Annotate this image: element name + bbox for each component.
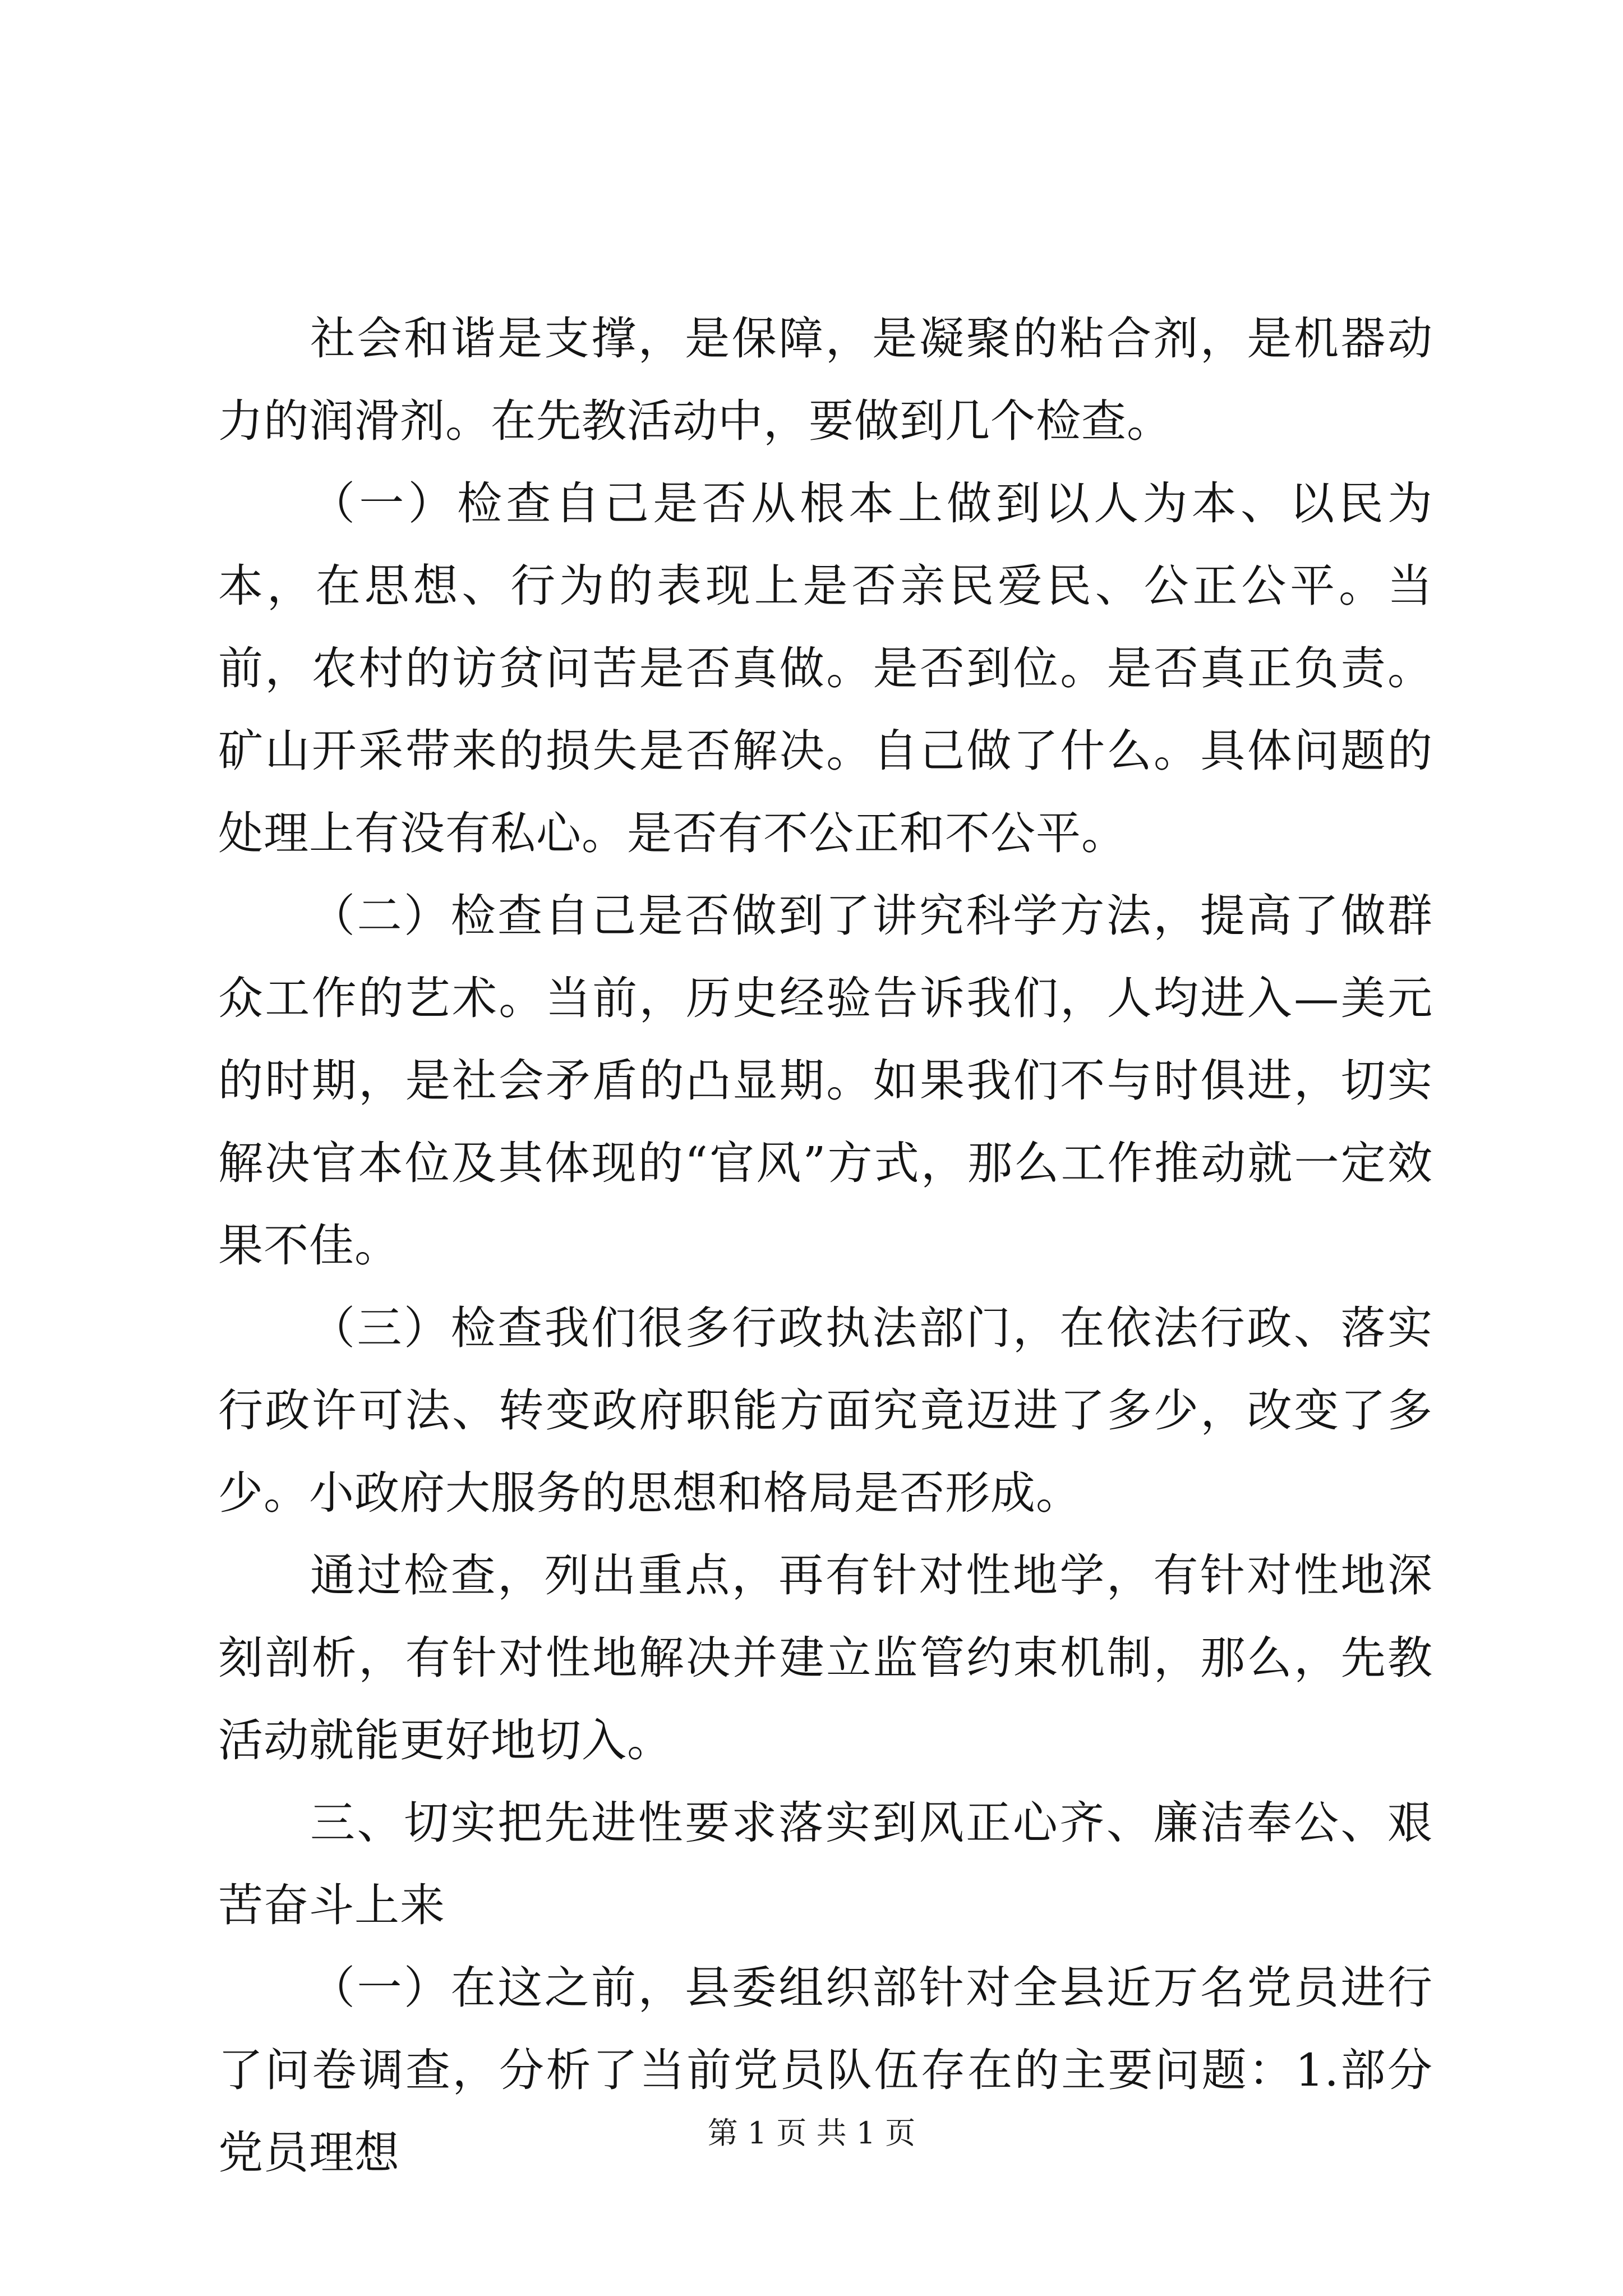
paragraph-check-2: （二）检查自己是否做到了讲究科学方法，提高了做群众工作的艺术。当前，历史经验告诉我们，人均进入—美元的时期，是社会矛盾的凸显期。如果我们不与时俱进，切实解决官本位及其体现的“官风”方式，那么工作推动就一定效果不佳。 (218, 890, 1433, 1272)
paragraph-survey: （一）在这之前，县委组织部针对全县近万名党员进行了问卷调查，分析了当前党员队伍存在的主要问题：1.部分党员理想 (218, 1962, 1433, 2179)
paragraph-intro: 社会和谐是支撑，是保障，是凝聚的粘合剂，是机器动力的润滑剂。在先教活动中，要做到几个检查。 (218, 312, 1433, 447)
paragraph-check-1: （一）检查自己是否从根本上做到以人为本、以民为本，在思想、行为的表现上是否亲民爱民、公正公平。当前，农村的访贫问苦是否真做。是否到位。是否真正负责。矿山开采带来的损失是否解决。自己做了什么。具体问题的处理上有没有私心。是否有不公正和不公平。 (218, 477, 1433, 859)
page-number-footer: 第 1 页 共 1 页 (707, 2115, 916, 2151)
paragraph-summary: 通过检查，列出重点，再有针对性地学，有针对性地深刻剖析，有针对性地解决并建立监管约束机制，那么，先教活动就能更好地切入。 (218, 1549, 1433, 1766)
paragraph-check-3: （三）检查我们很多行政执法部门，在依法行政、落实行政许可法、转变政府职能方面究竟迈进了多少，改变了多少。小政府大服务的思想和格局是否形成。 (218, 1302, 1433, 1519)
section-heading-3: 三、切实把先进性要求落实到风正心齐、廉洁奉公、艰苦奋斗上来 (218, 1797, 1433, 1931)
document-body (218, 297, 1433, 2194)
